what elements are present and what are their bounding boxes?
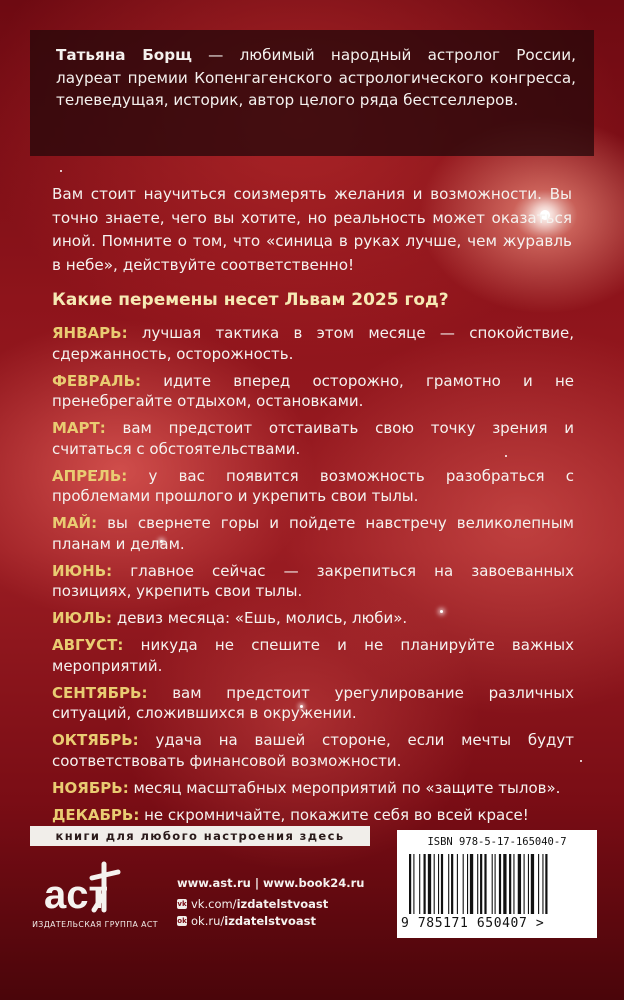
barcode-bar	[492, 854, 493, 914]
month-text: вам предстоит урегулирование различных ситуаций, сложившихся в окружении.	[52, 683, 574, 722]
month-name: МАЙ:	[52, 514, 98, 532]
barcode-bar	[538, 854, 539, 914]
barcode-bar	[477, 854, 478, 914]
author-bio	[56, 44, 576, 112]
barcode-bar	[528, 854, 529, 914]
month-text: никуда не спешите и не планируйте важных мероприятий.	[52, 636, 574, 675]
month-text: не скромничайте, покажите себя во всей красе!	[139, 805, 529, 824]
barcode-bar	[448, 854, 449, 914]
month-item	[52, 371, 574, 412]
barcode-bar	[545, 854, 547, 914]
barcode-bar	[470, 854, 473, 914]
barcode-bar	[518, 854, 521, 914]
barcode-bar	[531, 854, 534, 914]
month-text: главное сейчас — закрепиться на завоеванных позициях, укрепить свои тылы.	[52, 561, 574, 600]
month-text: у вас появится возможность разобраться с проблемами прошлого и укрепить свои тылы.	[52, 466, 574, 505]
month-item	[52, 513, 574, 554]
barcode	[405, 854, 589, 916]
month-name: МАРТ:	[52, 419, 106, 437]
ok-handle: izdatelstvoast	[224, 914, 316, 928]
author-name: Татьяна Борщ	[56, 46, 192, 64]
intro-text: Вам стоит научиться соизмерять желания и возможности. Вы точно знаете, чего вы хотите, но реальность может оказаться иной. Помните о том, что «синица в руках лучше, чем журавль в небе», действуйте соответственно!	[52, 185, 572, 274]
month-name: АПРЕЛЬ:	[52, 466, 128, 485]
barcode-bar	[484, 854, 486, 914]
publisher-logo-text: аст	[44, 873, 109, 917]
barcode-bar	[424, 854, 426, 914]
vk-link[interactable]	[177, 897, 328, 911]
barcode-bar	[499, 854, 501, 914]
month-text: месяц масштабных мероприятий по «защите тылов».	[128, 778, 561, 797]
month-item	[52, 805, 574, 826]
barcode-bar	[419, 854, 420, 914]
month-text: вы свернете горы и пойдете навстречу великолепным планам и делам.	[52, 514, 574, 553]
publisher-logo	[40, 858, 130, 918]
barcode-number: 9 785171 650407 >	[401, 916, 545, 931]
month-item	[52, 323, 574, 364]
star	[580, 760, 582, 762]
vk-handle: izdatelstvoast	[236, 897, 329, 911]
barcode-bar	[441, 854, 443, 914]
barcode-bar	[513, 854, 514, 914]
ok-icon: ok	[177, 917, 187, 925]
month-item	[52, 778, 574, 799]
month-item	[52, 608, 574, 629]
ok-prefix: ok.ru/	[191, 914, 225, 928]
month-name: ИЮНЬ:	[52, 561, 113, 580]
barcode-bar	[438, 854, 439, 914]
month-name: НОЯБРЬ:	[52, 778, 129, 797]
publisher-name: ИЗДАТЕЛЬСКАЯ ГРУППА АСТ	[32, 920, 158, 929]
month-name: ДЕКАБРЬ:	[52, 805, 140, 824]
month-item	[52, 683, 574, 724]
month-list	[52, 323, 574, 832]
month-item	[52, 561, 574, 602]
barcode-bar	[480, 854, 482, 914]
barcode-bar	[467, 854, 468, 914]
star	[60, 170, 62, 172]
barcode-bar	[413, 854, 414, 914]
tagline: книги для любого настроения здесь	[55, 829, 345, 843]
forecast-heading: Какие перемены несет Львам 2025 год?	[52, 290, 449, 310]
barcode-bar	[457, 854, 458, 914]
barcode-bar	[495, 854, 496, 914]
month-name: АВГУСТ:	[52, 636, 124, 654]
month-name: СЕНТЯБРЬ:	[52, 683, 148, 702]
barcode-bar	[451, 854, 453, 914]
barcode-bar	[434, 854, 435, 914]
month-text: лучшая тактика в этом месяце — спокойствие, сдержанность, осторожность.	[52, 324, 574, 363]
author-bio-text: — любимый народный астролог России, лауреат премии Копенгагенского астрологического конгресса, телеведущая, историк, автор целого ряда бестселлеров.	[56, 46, 576, 109]
month-text: вам предстоит отстаивать свою точку зрения и считаться с обстоятельствами.	[52, 419, 574, 458]
isbn-label: ISBN 978-5-17-165040-7	[427, 836, 567, 848]
month-item	[52, 635, 574, 676]
month-item	[52, 418, 574, 459]
barcode-bar	[524, 854, 525, 914]
barcode-bar	[509, 854, 511, 914]
barcode-bar	[463, 854, 464, 914]
month-item	[52, 466, 574, 507]
barcode-bar	[542, 854, 543, 914]
barcode-bar	[503, 854, 506, 914]
barcode-bar	[409, 854, 411, 914]
barcode-bar	[428, 854, 431, 914]
vk-icon: vk	[177, 900, 187, 908]
vk-prefix: vk.com/	[191, 897, 237, 911]
month-item	[52, 730, 574, 771]
publisher-sites[interactable]: www.ast.ru | www.book24.ru	[177, 876, 365, 890]
month-name: ИЮЛЬ:	[52, 609, 113, 627]
month-name: ОКТЯБРЬ:	[52, 731, 139, 749]
month-text: девиз месяца: «Ешь, молись, люби».	[112, 609, 408, 627]
month-text: идите вперед осторожно, грамотно и не пренебрегайте отдыхом, остановками.	[52, 371, 574, 410]
month-name: ЯНВАРЬ:	[52, 324, 128, 342]
ok-link[interactable]	[177, 914, 316, 928]
month-text: удача на вашей стороне, если мечты будут соответствовать финансовой возможности.	[52, 731, 574, 770]
month-name: ФЕВРАЛЬ:	[52, 371, 142, 390]
barcode-box	[397, 830, 597, 938]
